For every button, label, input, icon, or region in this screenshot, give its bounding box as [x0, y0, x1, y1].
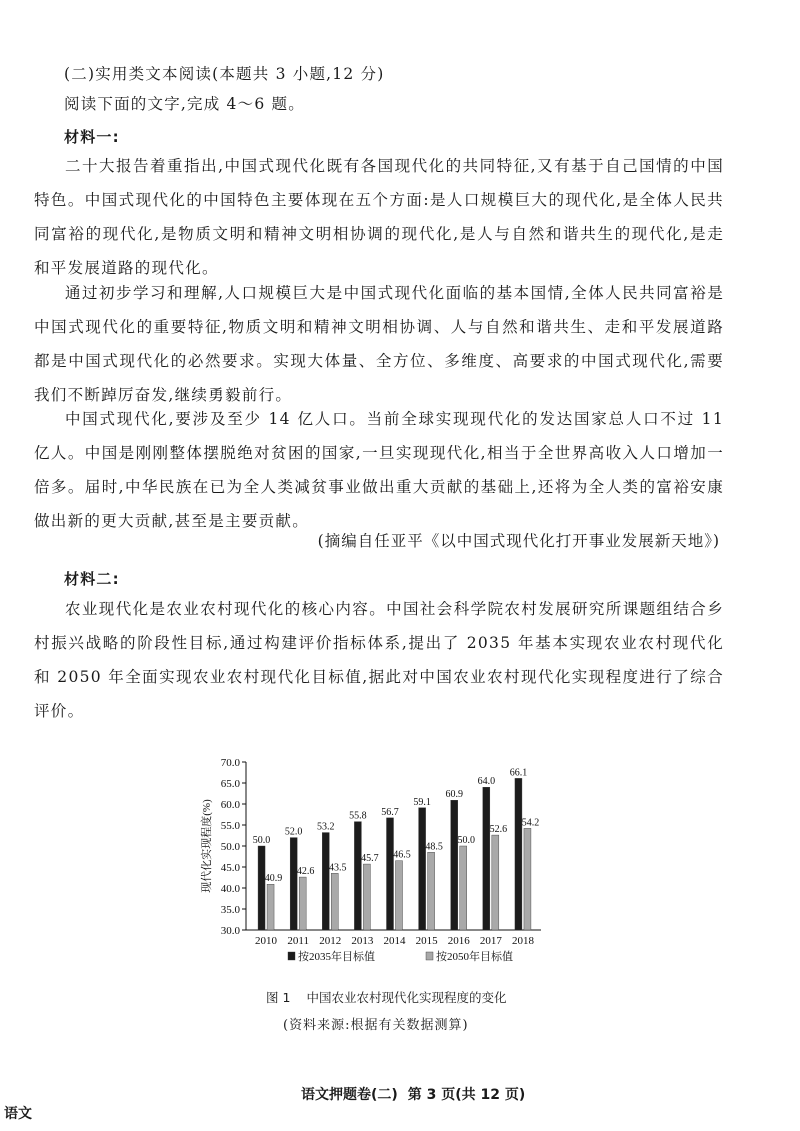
- legend-swatch-2050: [426, 952, 433, 960]
- y-tick-label: 35.0: [220, 904, 240, 916]
- material1-citation: (摘编自任亚平《以中国式现代化打开事业发展新天地》): [317, 532, 720, 550]
- bar-2035: [419, 808, 426, 930]
- data-source-note: (资料来源:根据有关数据测算): [283, 1018, 469, 1033]
- y-tick-label: 50.0: [220, 841, 240, 853]
- y-tick-label: 55.0: [220, 820, 240, 832]
- data-label-2050: 50.0: [457, 835, 475, 846]
- data-label-2035: 52.0: [284, 826, 303, 838]
- data-label-2050: 40.9: [264, 873, 283, 885]
- legend-label-2035: 按2035年目标值: [298, 951, 375, 963]
- y-tick-label: 65.0: [220, 778, 240, 790]
- section-title: (二)实用类文本阅读(本题共 3 小题,12 分): [64, 65, 385, 83]
- data-label-2035: 55.8: [349, 810, 367, 822]
- y-tick-label: 30.0: [220, 925, 240, 937]
- legend-label-2050: 按2050年目标值: [436, 951, 513, 963]
- page-number: 第 3 页(共 12 页): [407, 1087, 526, 1103]
- bar-2035: [483, 787, 490, 930]
- data-label-2035: 60.9: [445, 789, 463, 801]
- x-tick-label: 2012: [319, 935, 342, 947]
- bar-2035: [451, 800, 458, 930]
- x-tick-label: 2010: [255, 935, 278, 947]
- bar-2050: [428, 852, 435, 930]
- data-label-2050: 42.6: [296, 866, 315, 878]
- exam-name: 语文押题卷(二): [301, 1087, 398, 1103]
- bar-2050: [460, 846, 467, 930]
- bar-2035: [322, 833, 329, 930]
- data-label-2050: 46.5: [393, 849, 411, 861]
- data-label-2035: 56.7: [381, 806, 399, 818]
- material1-title: 材料一:: [64, 128, 120, 146]
- x-tick-label: 2017: [479, 935, 502, 947]
- bar-2035: [515, 778, 522, 930]
- legend-swatch-2035: [288, 952, 295, 960]
- bar-2050: [331, 873, 338, 930]
- figure-number: 图 1: [266, 990, 291, 1005]
- material2-title: 材料二:: [64, 570, 120, 588]
- x-tick-label: 2011: [287, 935, 309, 947]
- bar-2035: [387, 818, 394, 930]
- bar-2035: [258, 846, 265, 930]
- reading-instruction: 阅读下面的文字,完成 4～6 题。: [64, 95, 305, 113]
- data-label-2050: 52.6: [489, 824, 508, 836]
- material1-paragraph: 中国式现代化,要涉及至少 14 亿人口。当前全球实现现代化的发达国家总人口不过 11 亿人。中国是刚刚整体摆脱绝对贫困的国家,一旦实现现代化,相当于全世界高收入人口增加一倍多。届时,中华民族在已为全人类减贫事业做出重大贡献的基础上,还将为全人类的富裕安康做出新的更大贡献,甚至是主要贡献。: [34, 410, 724, 530]
- material2-paragraph: 农业现代化是农业农村现代化的核心内容。中国社会科学院农村发展研究所课题组结合乡村振兴战略的阶段性目标,通过构建评价指标体系,提出了 2035 年基本实现农业农村现代化和 2050 年全面实现农业农村现代化目标值,据此对中国农业农村现代化实现程度进行了综合评价。: [34, 600, 724, 720]
- y-tick-label: 45.0: [220, 862, 240, 874]
- subject-label: 语文: [4, 1106, 32, 1122]
- bar-2050: [267, 884, 274, 930]
- y-axis-label: 现代化实现程度(%): [201, 799, 213, 893]
- bar-2050: [396, 861, 403, 930]
- bar-chart: [196, 752, 576, 972]
- bar-2050: [363, 864, 370, 930]
- data-label-2050: 43.5: [329, 862, 347, 874]
- data-label-2050: 48.5: [425, 841, 443, 853]
- data-label-2050: 45.7: [361, 853, 379, 865]
- data-label-2035: 50.0: [252, 835, 271, 846]
- data-label-2035: 59.1: [413, 796, 431, 808]
- material1-paragraph: 二十大报告着重指出,中国式现代化既有各国现代化的共同特征,又有基于自己国情的中国特色。中国式现代化的中国特色主要体现在五个方面:是人口规模巨大的现代化,是全体人民共同富裕的现代化,是物质文明和精神文明相协调的现代化,是人与自然和谐共生的现代化,是走和平发展道路的现代化。: [34, 157, 724, 277]
- y-tick-label: 60.0: [220, 799, 240, 811]
- figure-caption: [266, 988, 506, 1006]
- bar-2050: [299, 877, 306, 930]
- data-label-2035: 53.2: [317, 821, 335, 833]
- x-tick-label: 2014: [383, 935, 406, 947]
- bar-2050: [524, 828, 531, 930]
- page-footer: [301, 1084, 535, 1104]
- figure-title: 中国农业农村现代化实现程度的变化: [306, 990, 507, 1005]
- y-tick-label: 70.0: [220, 757, 240, 769]
- x-tick-label: 2018: [511, 935, 534, 947]
- bar-2035: [290, 838, 297, 930]
- data-label-2035: 66.1: [509, 767, 528, 779]
- data-label-2035: 64.0: [477, 776, 496, 788]
- material1-paragraph: 通过初步学习和理解,人口规模巨大是中国式现代化面临的基本国情,全体人民共同富裕是中国式现代化的重要特征,物质文明和精神文明相协调、人与自然和谐共生、走和平发展道路都是中国式现代化的必然要求。实现大体量、全方位、多维度、高要求的中国式现代化,需要我们不断踔厉奋发,继续勇毅前行。: [34, 284, 724, 404]
- x-tick-label: 2015: [415, 935, 438, 947]
- bar-2050: [492, 835, 499, 930]
- y-tick-label: 40.0: [220, 883, 240, 895]
- x-tick-label: 2016: [447, 935, 470, 947]
- x-tick-label: 2013: [351, 935, 374, 947]
- bar-2035: [354, 822, 361, 930]
- data-label-2050: 54.2: [521, 817, 540, 829]
